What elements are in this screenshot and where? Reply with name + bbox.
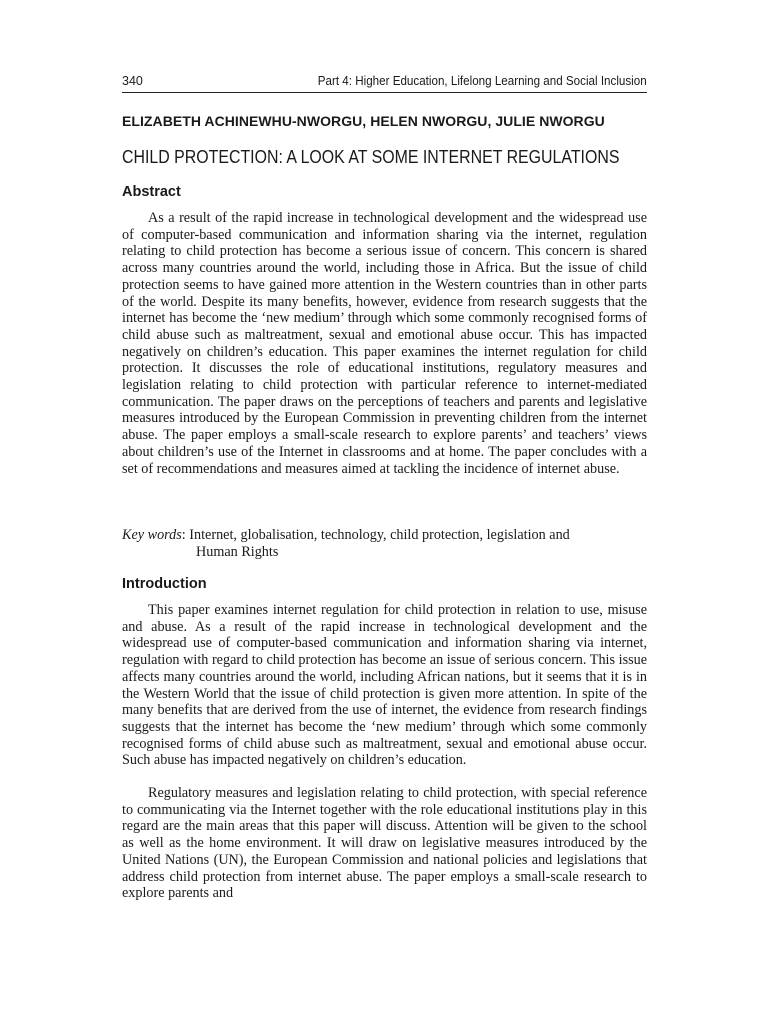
keywords: Key words: Internet, globalisation, technology, child protection, legislation and Human Rights xyxy=(122,527,647,561)
author-list: ELIZABETH ACHINEWHU-NWORGU, HELEN NWORGU, JULIE NWORGU xyxy=(122,113,605,129)
page-number: 340 xyxy=(122,74,143,88)
abstract-heading: Abstract xyxy=(122,184,181,200)
abstract-text: As a result of the rapid increase in technological development and the widespread use of computer-based communication and information sharing via the internet, regulation relating to child protection has become a serious issue of concern. This concern is shared across many countries around the world, including those in Africa. But the issue of child protection seems to have gained more attention in the Western countries than in other parts of the world. Despite its many benefits, however, evidence from research suggests that the internet has become the ‘new medium’ through which some commonly recognised forms of child abuse such as maltreatment, sexual and emotional abuse occur. This has impacted negatively on children’s education. This paper examines the internet regulation for child protection. It discusses the role of educational institutions, regulatory measures and legislation relating to child protection with particular reference to internet-mediated communication. The paper draws on the perceptions of teachers and parents and legislative measures introduced by the European Commission in preventing children from the internet abuse. The paper employs a small-scale research to explore parents’ and teachers’ views about children’s use of the Internet in classrooms and at home. The paper concludes with a set of recommendations and measures aimed at tackling the incidence of internet abuse. xyxy=(122,210,647,477)
introduction-paragraph-1: This paper examines internet regulation for child protection in relation to use, misuse and abuse. As a result of the rapid increase in technological development and the widespread use of computer-based communication and information sharing via internet, regulation with regard to child protection has become an issue of serious concern. This issue affects many countries around the world, including African nations, but it seems that it is in the Western World that the issue of child protection is given more attention. In spite of the many benefits that are derived from the use of internet, the evidence from research findings suggests that the internet has become the ‘new medium’ through which some commonly recognised forms of child abuse such as maltreatment, sexual and emotional abuse occur. Such abuse has impacted negatively on children’s education. xyxy=(122,602,647,769)
introduction-heading: Introduction xyxy=(122,576,207,592)
keywords-label: Key words xyxy=(122,527,182,543)
paper-title: CHILD PROTECTION: A LOOK AT SOME INTERNET REGULATIONS xyxy=(122,146,620,167)
keywords-line-1: Internet, globalisation, technology, child protection, legislation and xyxy=(189,527,570,543)
keywords-line-2: Human Rights xyxy=(196,544,279,560)
part-title: Part 4: Higher Education, Lifelong Learning and Social Inclusion xyxy=(318,74,647,88)
running-header xyxy=(122,72,647,93)
introduction-paragraph-2: Regulatory measures and legislation relating to child protection, with special reference to communicating via the Internet together with the role educational institutions play in this regard are the main areas that this paper will discuss. Attention will be given to the school as well as the home environment. It will draw on legislative measures introduced by the United Nations (UN), the European Commission and national policies and legislations that address child protection from internet abuse. The paper employs a small-scale research to explore parents and xyxy=(122,785,647,902)
